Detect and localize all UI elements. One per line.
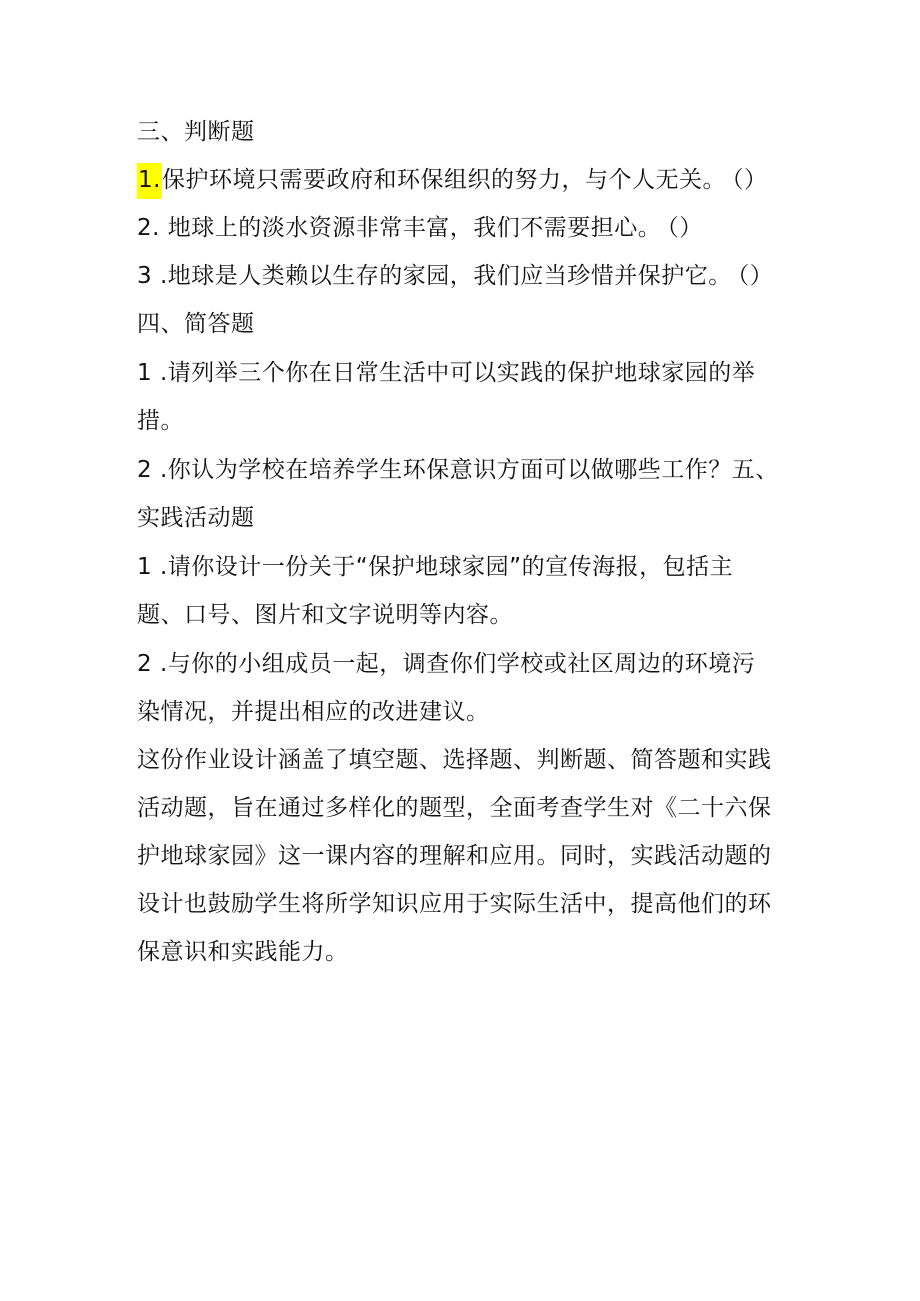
summary-paragraph: [137, 736, 797, 976]
practice-item-line: 题、口号、图片和文字说明等内容。: [137, 602, 513, 628]
judgement-item-2: [137, 204, 797, 252]
summary-line: 活动题，旨在通过多样化的题型，全面考查学生对《二十六保: [137, 795, 772, 821]
practice-item-line: 2 .与你的小组成员一起，调查你们学校或社区周边的环境污: [137, 651, 756, 677]
short-answer-item-2: [137, 446, 797, 542]
document-content: [137, 108, 797, 976]
summary-line: 设计也鼓励学生将所学知识应用于实际生活中，提高他们的环: [137, 891, 772, 917]
answer-parentheses: （）: [731, 167, 768, 193]
judgement-item-1: [137, 156, 797, 204]
answer-parentheses: （）: [737, 263, 774, 289]
short-answer-item-line: 实践活动题: [137, 505, 255, 531]
practice-item-1: [137, 543, 797, 639]
summary-line: 护地球家园》这一课内容的理解和应用。同时，实践活动题的: [137, 843, 772, 869]
judgement-item-text: 地球上的淡水资源非常丰富，我们不需要担心。: [159, 215, 662, 241]
practice-item-2: [137, 640, 797, 736]
short-answer-item-line: 措。: [137, 408, 184, 434]
summary-line: 保意识和实践能力。: [137, 939, 349, 965]
item-number: 3: [137, 263, 153, 289]
practice-item-line: 1 .请你设计一份关于“保护地球家园”的宣传海报，包括主: [137, 554, 734, 580]
short-answer-item-line: 2 .你认为学校在培养学生环保意识方面可以做哪些工作？五、: [137, 457, 779, 483]
practice-item-line: 染情况，并提出相应的改进建议。: [137, 699, 490, 725]
summary-line: 这份作业设计涵盖了填空题、选择题、判断题、简答题和实践: [137, 747, 772, 773]
judgement-item-3: [137, 252, 797, 300]
answer-parentheses: （）: [667, 215, 703, 241]
item-number: 2.: [137, 215, 160, 241]
section-heading-judgement: 三、判断题: [137, 119, 255, 145]
highlighted-number: 1.: [137, 163, 162, 199]
short-answer-item-line: 1 .请列举三个你在日常生活中可以实践的保护地球家园的举: [137, 360, 756, 386]
judgement-item-text: .地球是人类赖以生存的家园，我们应当珍惜并保护它。: [152, 263, 732, 289]
short-answer-item-1: [137, 349, 797, 445]
section-heading-short-answer: 四、简答题: [137, 311, 255, 337]
judgement-item-text: 保护环境只需要政府和环保组织的努力，与个人无关。: [161, 167, 726, 193]
